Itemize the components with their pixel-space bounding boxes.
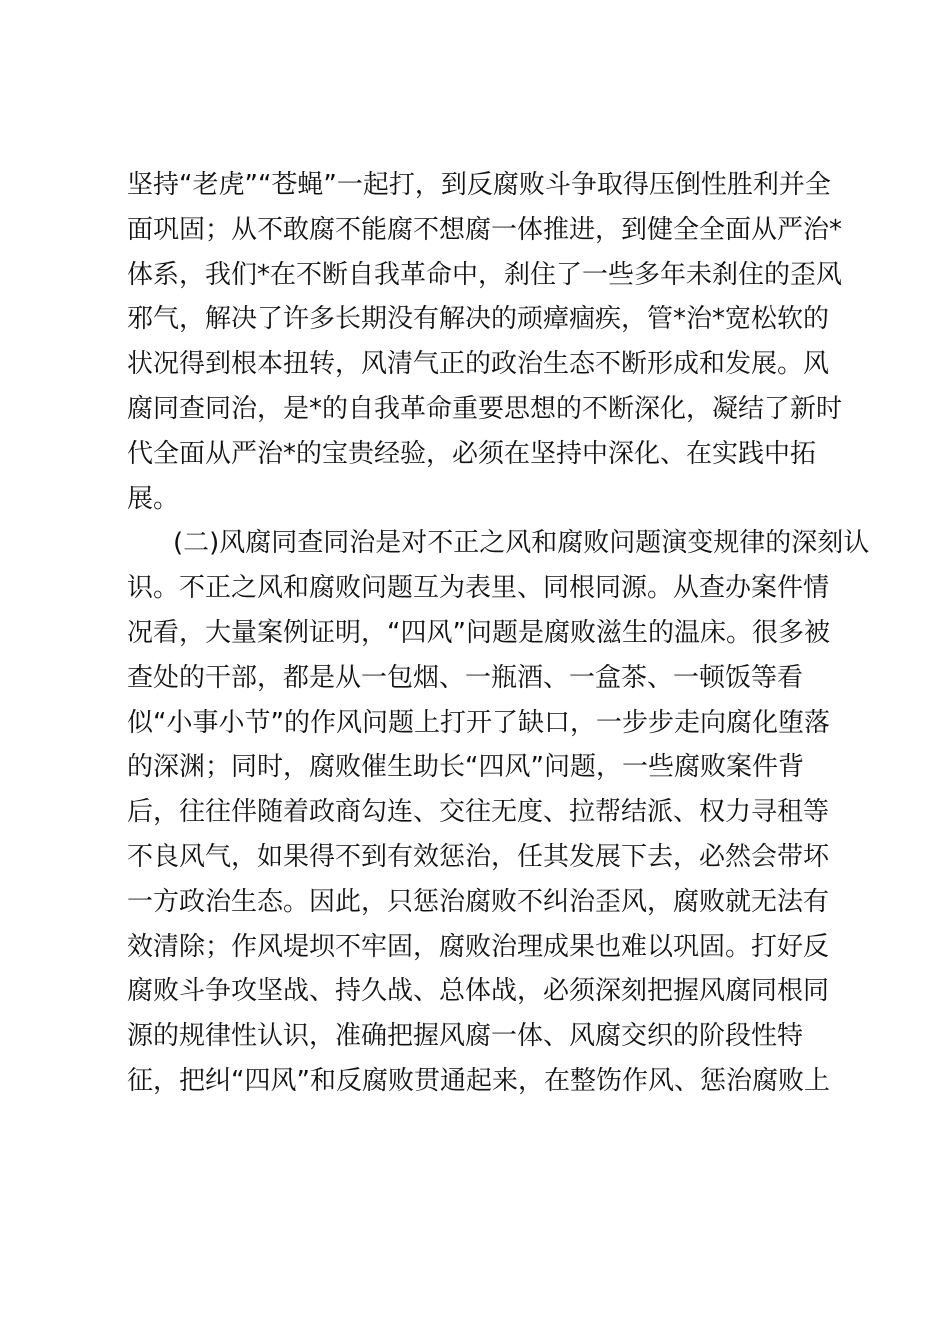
text-line: 状况得到根本扭转，风清气正的政治生态不断形成和发展。风 <box>127 349 830 380</box>
text-line: 展。 <box>127 483 180 514</box>
text-line: 坚持“老虎”“苍蝇”一起打，到反腐败斗争取得压倒性胜利并全 <box>127 170 831 200</box>
text-line: 况看，大量案例证明，“四风”问题是腐败滋生的温床。很多被 <box>127 617 830 648</box>
text-line: 腐同查同治，是*的自我革命重要思想的不断深化，凝结了新时 <box>127 393 843 424</box>
text-line: 代全面从严治*的宝贵经验，必须在坚持中深化、在实践中拓 <box>127 438 817 469</box>
text-line: 似“小事小节”的作风问题上打开了缺口，一步步走向腐化堕落 <box>127 707 830 738</box>
text-line: 源的规律性认识，准确把握风腐一体、风腐交织的阶段性特 <box>127 1021 804 1052</box>
text-line: 邪气，解决了许多长期没有解决的顽瘴痼疾，管*治*宽松软的 <box>127 304 830 335</box>
text-line: 查处的干部，都是从一包烟、一瓶酒、一盒茶、一顿饭等看 <box>127 662 804 693</box>
text-line: 腐败斗争攻坚战、持久战、总体战，必须深刻把握风腐同根同 <box>127 976 830 1007</box>
text-line: 识。不正之风和腐败问题互为表里、同根同源。从查办案件情 <box>127 573 830 604</box>
text-line: 不良风气，如果得不到有效惩治，任其发展下去，必然会带坏 <box>127 841 830 872</box>
section-heading-line: (二)风腐同查同治是对不正之风和腐败问题演变规律的深刻认 <box>173 528 870 559</box>
text-line: 面巩固；从不敢腐不能腐不想腐一体推进，到健全全面从严治* <box>127 214 843 245</box>
text-line: 体系，我们*在不断自我革命中，刹住了一些多年未刹住的歪风 <box>127 259 843 290</box>
body-text <box>127 163 870 1104</box>
text-line: 后，往往伴随着政商勾连、交往无度、拉帮结派、权力寻租等 <box>127 797 830 828</box>
text-line: 征，把纠“四风”和反腐败贯通起来，在整饬作风、惩治腐败上 <box>127 1065 830 1096</box>
text-line: 效清除；作风堤坝不牢固，腐败治理成果也难以巩固。打好反 <box>127 931 830 962</box>
text-line: 一方政治生态。因此，只惩治腐败不纠治歪风，腐败就无法有 <box>127 886 830 917</box>
text-line: 的深渊；同时，腐败催生助长“四风”问题，一些腐败案件背 <box>127 752 804 783</box>
